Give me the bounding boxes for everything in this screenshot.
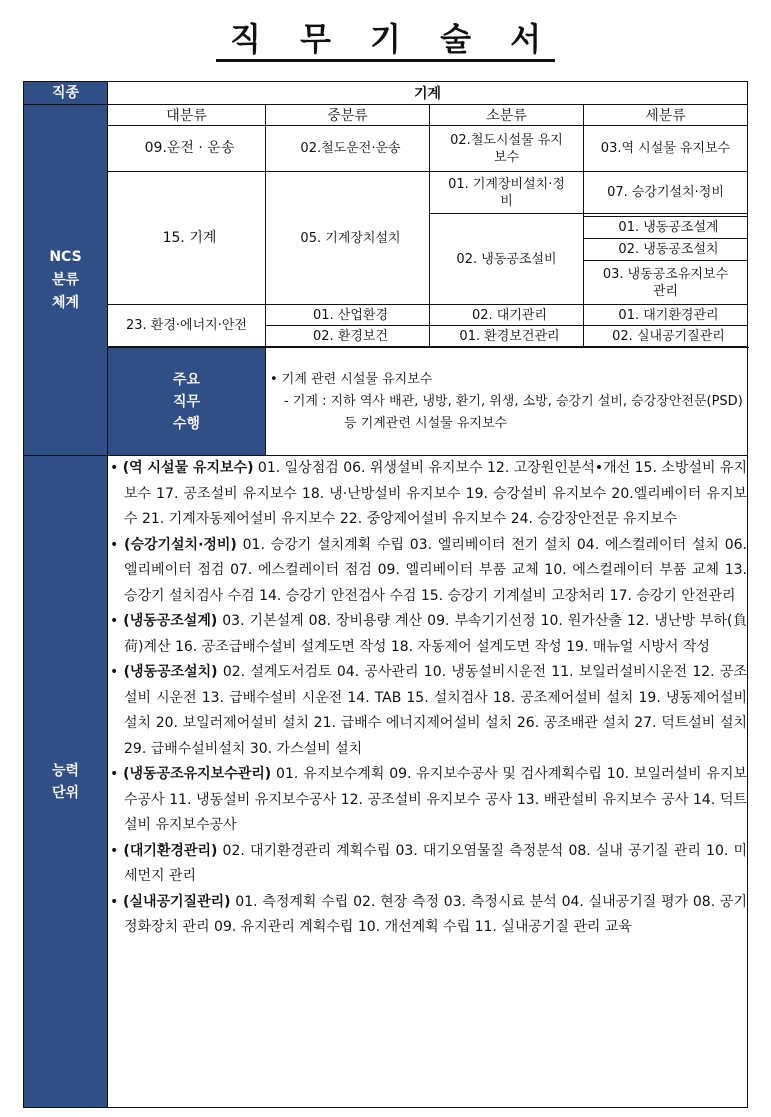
ncs-minor-02-hvac: 02. 냉동공조설비 xyxy=(430,214,584,305)
ncs-detail-hvac-maintenance: 03. 냉동공조유지보수관리 xyxy=(584,261,748,305)
ncs-middle-02-health: 02. 환경보건 xyxy=(266,326,430,347)
duties-content xyxy=(266,348,748,456)
ncs-major-23: 23. 환경·에너지·안전 xyxy=(108,305,266,347)
ncs-middle-02: 02.철도운전·운송 xyxy=(266,126,430,172)
ncs-detail-air-env: 01. 대기환경관리 xyxy=(584,305,748,326)
duties-line-1: • 기계 관련 시설물 유지보수 xyxy=(270,371,433,387)
ncs-header-minor: 소분류 xyxy=(430,105,584,126)
ability-item: • (냉동공조유지보수관리) 01. 유지보수계획 09. 유지보수공사 및 검사계획수립 10. 보일러설비 유지보수공사 11. 냉동설비 유지보수공사 12. 공조설비 유지보수 공사 13. 배관설비 유지보수 공사 14. 덕트설비 유지보수공사 xyxy=(110,766,747,833)
ability-item: • (역 시설물 유지보수) 01. 일상점검 06. 위생설비 유지보수 12. 고장원인분석•개선 15. 소방설비 유지보수 17. 공조설비 유지보수 18. 냉·난방설비 유지보수 19. 승강설비 유지보수 20.엘리베이터 유지보수 21. 기계자동제어설비 유지보수 22. 중앙제어설비 유지보수 24. 승강장안전문 유지보수 xyxy=(110,460,747,527)
job-type-label: 직종 xyxy=(24,82,108,105)
ncs-detail-hvac-design: 01. 냉동공조설계 xyxy=(584,217,748,239)
job-description-table xyxy=(23,81,748,1108)
ncs-detail-03: 03.역 시설물 유지보수 xyxy=(584,126,748,172)
duties-label: 주요 직무 수행 xyxy=(108,348,266,456)
ability-item: • (실내공기질관리) 01. 측정계획 수립 02. 현장 측정 03. 측정시료 분석 04. 실내공기질 평가 08. 공기정화장치 관리 09. 유지관리 계획수립 10. 개선계획 수립 11. 실내공기질 관리 교육 xyxy=(110,893,747,935)
ncs-major-09: 09.운전 · 운송 xyxy=(108,126,266,172)
ability-item: • (냉동공조설치) 02. 설계도서검토 04. 공사관리 10. 냉동설비시운전 11. 보일러설비시운전 12. 공조설비 시운전 13. 급배수설비 시운전 14. TAB 15. 설치검사 18. 공조제어설비 설치 19. 냉동제어설비 설치 20. 보일러제어설비 설치 21. 급배수 에너지제어설비 설치 26. 공조배관 설치 27. 덕트설비 설치 29. 급배수설비설치 30. 가스설비 설치 xyxy=(110,664,747,757)
ncs-major-15: 15. 기계 xyxy=(108,172,266,305)
ncs-detail-indoor-air: 02. 실내공기질관리 xyxy=(584,326,748,347)
page-title: 직 무 기 술 서 xyxy=(0,14,771,60)
job-type-value: 기계 xyxy=(108,82,748,105)
ncs-detail-hvac-install: 02. 냉동공조설치 xyxy=(584,239,748,261)
ncs-minor-01-machine: 01. 기계장비설치·정비 xyxy=(430,172,584,214)
ncs-label: NCS 분류 체계 xyxy=(24,105,108,456)
ncs-detail-07: 07. 승강기설치·정비 xyxy=(584,172,748,214)
ability-content xyxy=(108,456,748,1108)
ncs-header-middle: 중분류 xyxy=(266,105,430,126)
duties-line-2: - 기계 : 지하 역사 배관, 냉방, 환기, 위생, 소방, 승강기 설비, 승강장안전문(PSD) 등 기계관련 시설물 유지보수 xyxy=(284,393,743,431)
ability-item: • (대기환경관리) 02. 대기환경관리 계획수립 03. 대기오염물질 측정분석 08. 실내 공기질 관리 10. 미세먼지 관리 xyxy=(110,842,747,884)
ability-item: • (승강기설치·정비) 01. 승강기 설치계획 수립 03. 엘리베이터 전기 설치 04. 에스컬레이터 설치 06. 엘리베이터 점검 07. 에스컬레이터 점검 09. 엘리베이터 부품 교체 10. 에스컬레이터 부품 교체 13. 승강기 설치검사 수검 14. 승강기 안전검사 수검 15. 승강기 기계설비 고장처리 17. 승강기 안전관리 xyxy=(110,536,747,604)
ability-item: • (냉동공조설계) 03. 기본설계 08. 장비용량 계산 09. 부속기기선정 10. 원가산출 12. 냉난방 부하(負荷)계산 16. 공조급배수설비 설계도면 작성 18. 자동제어 설계도면 작성 19. 매뉴얼 시방서 작성 xyxy=(110,613,747,655)
ncs-header-major: 대분류 xyxy=(108,105,266,126)
ncs-minor-air: 02. 대기관리 xyxy=(430,305,584,326)
ncs-minor-health: 01. 환경보건관리 xyxy=(430,326,584,347)
ncs-minor-02: 02.철도시설물 유지보수 xyxy=(430,126,584,172)
ncs-middle-05: 05. 기계장치설치 xyxy=(266,172,430,305)
ability-label: 능력 단위 xyxy=(24,456,108,1108)
ncs-header-detail: 세분류 xyxy=(584,105,748,126)
ncs-middle-01-env: 01. 산업환경 xyxy=(266,305,430,326)
